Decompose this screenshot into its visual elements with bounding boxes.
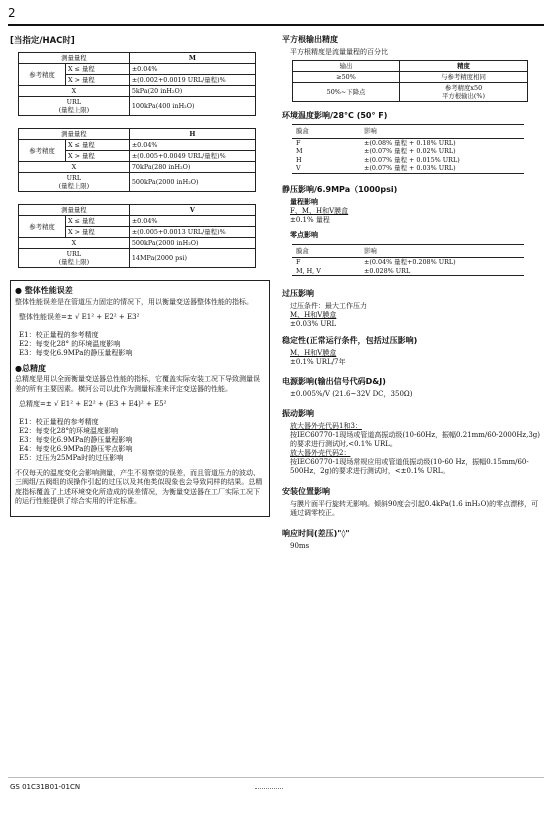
table-cell: 50%~下降点 bbox=[293, 83, 400, 102]
table-header-range: 测量量程 bbox=[19, 129, 130, 140]
sqrt-accuracy-desc: 平方根精度是流量量程的百分比 bbox=[290, 48, 388, 56]
footer-rule bbox=[8, 777, 544, 778]
overpressure-title: 过压影响 bbox=[282, 289, 314, 298]
temp-effect-title: 环境温度影响/28°C (50° F) bbox=[282, 111, 388, 120]
sqrt-accuracy-title: 平方根输出精度 bbox=[282, 35, 338, 44]
table-header-model: M bbox=[129, 53, 255, 64]
vibration-title: 振动影响 bbox=[282, 409, 314, 418]
x-label: X bbox=[19, 238, 130, 249]
url-label bbox=[19, 97, 130, 116]
value-gt: ±(0.005+0.0013 URL/量程)% bbox=[129, 227, 255, 238]
table-header-range: 测量量程 bbox=[19, 205, 130, 216]
x-value: 70kPa(280 inH₂O) bbox=[129, 162, 255, 173]
document-code: GS 01C31B01-01CN bbox=[10, 783, 81, 791]
mounting-text: 与膜片面平行旋转无影响。倾斜90度会引起0.4kPa(1.6 inH₂O)的零点漂移，可通过调零校正。 bbox=[290, 500, 539, 517]
table-cell: F bbox=[296, 258, 301, 266]
response-time-title: 响应时间(差压)"◊" bbox=[282, 529, 350, 538]
table-cell: H bbox=[296, 155, 302, 164]
list-item: E2：每变化28° 的环境温度影响 bbox=[19, 339, 121, 348]
table-cell: M bbox=[296, 147, 303, 155]
table-cell: ≥50% bbox=[293, 72, 400, 83]
url-label-line1: URL bbox=[66, 98, 82, 106]
total-accuracy-formula: 总精度=± √ E1² + E2² + (E3 + E4)² + E5² bbox=[19, 400, 167, 408]
col-header-capsule: 膜盒 bbox=[292, 244, 360, 258]
x-label: X bbox=[19, 162, 130, 173]
url-label-line2: (量程上限) bbox=[58, 182, 90, 190]
temp-effect-table bbox=[292, 124, 524, 174]
overpressure-value: ±0.03% URL bbox=[290, 320, 337, 328]
table-cell: ±(0.08% 量程 + 0.18% URL) bbox=[364, 138, 456, 147]
ref-acc-label: 参考精度 bbox=[19, 140, 66, 162]
stability-capsules: M、H和V膜盒 bbox=[290, 349, 337, 357]
page-number: 2 bbox=[8, 6, 16, 20]
ref-acc-label: 参考精度 bbox=[19, 216, 66, 238]
top-rule bbox=[8, 24, 544, 26]
url-label bbox=[19, 249, 130, 268]
vibration-housing-2: 放大器外壳代码2： bbox=[290, 449, 351, 457]
stability-value: ±0.1% URL/7年 bbox=[290, 358, 346, 366]
x-label: X bbox=[19, 86, 130, 97]
footer-dotted-mark bbox=[255, 788, 283, 789]
value-le: ±0.04% bbox=[129, 216, 255, 227]
spec-table-m bbox=[18, 52, 256, 116]
url-value: 500kPa(2000 inH₂O) bbox=[129, 173, 255, 192]
vibration-housing-13: 放大器外壳代码1和3： bbox=[290, 422, 362, 430]
url-label bbox=[19, 173, 130, 192]
col-header-output: 输出 bbox=[293, 61, 400, 72]
right-column bbox=[282, 34, 544, 551]
perf-heading: ● 整体性能误差 bbox=[15, 286, 73, 295]
perf-formula: 整体性能误差=± √ E1² + E2² + E3² bbox=[19, 313, 140, 321]
span-effect-value: ±0.1% 量程 bbox=[290, 215, 330, 224]
cond-gt: X > 量程 bbox=[66, 75, 130, 86]
value-le: ±0.04% bbox=[129, 140, 255, 151]
total-accuracy-heading: ●总精度 bbox=[15, 363, 46, 373]
table-cell: F bbox=[296, 138, 301, 147]
spec-table-v bbox=[18, 204, 256, 268]
list-item: E2：每变化28°的环境温度影响 bbox=[19, 426, 118, 435]
power-supply-title: 电源影响(输出信号代码D&J) bbox=[282, 377, 386, 386]
table-header-model: H bbox=[129, 129, 255, 140]
list-item: E1：校正量程的参考精度 bbox=[19, 417, 99, 426]
overpressure-capsules: M、H和V膜盒 bbox=[290, 311, 337, 319]
cond-gt: X > 量程 bbox=[66, 227, 130, 238]
url-label-line1: URL bbox=[66, 250, 82, 258]
value-le: ±0.04% bbox=[129, 64, 255, 75]
col-header-accuracy: 精度 bbox=[400, 61, 528, 72]
table-cell: ±0.028% URL bbox=[360, 267, 524, 276]
vibration-housing-2-text: 按IEC60770-1现场常规应用或管道低振动级(10-60 Hz，振幅0.15mm/60-500Hz，2g)的要求进行测试时，<±0.1% URL。 bbox=[290, 458, 529, 475]
table-cell: 与参考精度相同 bbox=[400, 72, 528, 83]
ref-acc-label: 参考精度 bbox=[19, 64, 66, 86]
power-supply-value: ±0.005%/V (21.6~32V DC，350Ω) bbox=[290, 390, 413, 398]
list-item: E4：每变化6.9MPa的静压零点影响 bbox=[19, 444, 133, 453]
table-header-range: 测量量程 bbox=[19, 53, 130, 64]
vibration-housing-13-text: 按IEC60770-1现场或管道高振动级(10-60Hz，振幅0.21mm/60-2000Hz,3g)的要求进行测试时,<0.1% URL。 bbox=[290, 431, 541, 448]
section-title-hac: [当指定/HAC时] bbox=[10, 36, 75, 46]
cell-line2: 平方根输出(%) bbox=[441, 92, 485, 100]
cond-gt: X > 量程 bbox=[66, 151, 130, 162]
stability-title: 稳定性(正常运行条件，包括过压影响) bbox=[282, 336, 418, 345]
static-pressure-title: 静压影响/6.9MPa（1000psi) bbox=[282, 184, 398, 194]
table-cell: ±(0.07% 量程 + 0.03% URL) bbox=[360, 164, 524, 173]
table-header-model: V bbox=[129, 205, 255, 216]
span-effect-capsules: F、M、H和V膜盒 bbox=[290, 206, 349, 215]
col-header-capsule: 膜盒 bbox=[292, 125, 360, 139]
span-effect-subtitle: 量程影响 bbox=[290, 197, 318, 206]
url-value: 14MPa(2000 psi) bbox=[129, 249, 255, 268]
table-cell: M, H, V bbox=[292, 267, 360, 276]
overpressure-condition: 过压条件：最大工作压力 bbox=[290, 302, 367, 310]
left-column bbox=[10, 34, 268, 517]
table-cell: ±(0.07% 量程 + 0.015% URL) bbox=[364, 155, 460, 164]
perf-list bbox=[19, 331, 265, 358]
zero-effect-table bbox=[292, 244, 524, 277]
mounting-title: 安装位置影响 bbox=[282, 487, 330, 496]
list-item: E3：每变化6.9MPa的静压量程影响 bbox=[19, 348, 133, 357]
table-cell: V bbox=[292, 164, 360, 173]
x-value: 500kPa(2000 inH₂O) bbox=[129, 238, 255, 249]
url-value: 100kPa(400 inH₂O) bbox=[129, 97, 255, 116]
value-gt: ±(0.002+0.0019 URL/量程)% bbox=[129, 75, 255, 86]
url-label-line1: URL bbox=[66, 174, 82, 182]
total-accuracy-list bbox=[19, 418, 265, 463]
x-value: 5kPa(20 inH₂O) bbox=[129, 86, 255, 97]
col-header-effect: 影响 bbox=[360, 125, 524, 139]
table-cell: ±(0.04% 量程+0.208% URL) bbox=[364, 258, 456, 266]
list-item: E1：校正量程的参考精度 bbox=[19, 330, 99, 339]
list-item: E5：过压为25MPa时的过压影响 bbox=[19, 453, 124, 462]
sqrt-accuracy-table bbox=[292, 60, 528, 102]
cond-le: X ≤ 量程 bbox=[66, 64, 130, 75]
col-header-effect: 影响 bbox=[360, 244, 524, 258]
table-cell bbox=[400, 83, 528, 102]
list-item: E3：每变化6.9MPa的静压量程影响 bbox=[19, 435, 133, 444]
total-accuracy-note: 不仅每天的温度变化会影响测量，产生不易察觉的误差，而且管道压力的波动、三阀组/五阀组的误操作引起的过压以及其他类似现象也会导致同样的结果。总精度指标覆盖了上述环境变化所造成的误差情况，为衡量变送器在工厂实际工况下的运行性能提供了综合实用的评定标准。 bbox=[15, 468, 263, 505]
url-label-line2: (量程上限) bbox=[58, 258, 90, 266]
total-accuracy-description: 总精度是用以全面衡量变送器总性能的指标，它覆盖实际安装工况下导致测量误差的所有主要因素。横河公司以此作为测量标准来评定变送器的性能。 bbox=[15, 375, 260, 393]
cell-line1: 参考精度x50 bbox=[444, 84, 483, 92]
url-label-line2: (量程上限) bbox=[58, 106, 90, 114]
performance-box bbox=[10, 280, 270, 517]
spec-table-h bbox=[18, 128, 256, 192]
cond-le: X ≤ 量程 bbox=[66, 140, 130, 151]
zero-effect-subtitle: 零点影响 bbox=[290, 230, 318, 239]
perf-description: 整体性能误差是在管道压力固定的情况下，用以衡量变送器整体性能的指标。 bbox=[15, 297, 253, 306]
value-gt: ±(0.005+0.0049 URL/量程)% bbox=[129, 151, 255, 162]
response-time-value: 90ms bbox=[290, 542, 310, 550]
cond-le: X ≤ 量程 bbox=[66, 216, 130, 227]
table-cell: ±(0.07% 量程 + 0.02% URL) bbox=[364, 147, 456, 155]
